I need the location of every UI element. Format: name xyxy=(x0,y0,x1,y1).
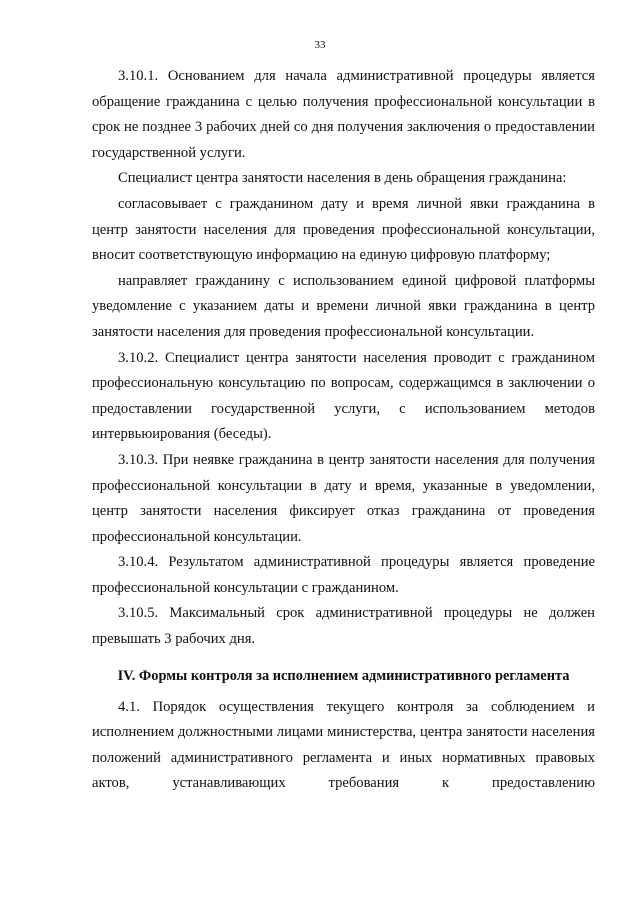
paragraph-send-notice: направляет гражданину с использованием единой цифровой платформы уведомление с указанием даты и времени личной явки гражданина в центр занятости населения для проведения профессиональной консультации. xyxy=(92,272,595,340)
paragraph-3-10-3: 3.10.3. При неявке гражданина в центр занятости населения для получения профессиональной консультации в дату и время, указанные в уведомлении, центр занятости населения фиксирует отказ гражданина от проведения профессиональной консультации. xyxy=(92,451,595,545)
paragraph-specialist-intro: Специалист центра занятости населения в день обращения гражданина: xyxy=(118,170,567,187)
paragraph-3-10-4: 3.10.4. Результатом административной процедуры является проведение профессиональной консультации с гражданином. xyxy=(92,554,595,596)
paragraph-3-10-5: 3.10.5. Максимальный срок административной процедуры не должен превышать 3 рабочих дня. xyxy=(92,605,595,648)
paragraph-agree-date: согласовывает с гражданином дату и время личной явки гражданина в центр занятости населения для проведения профессиональной консультации, вносит соответствующую информацию на единую цифровую платформу; xyxy=(92,195,595,264)
paragraph-3-10-1: 3.10.1. Основанием для начала административной процедуры является обращение гражданина с целью получения профессиональной консультации в срок не позднее 3 рабочих дней со дня получения заключения о предоставлении государственной услуги. xyxy=(92,68,595,161)
section-heading: IV. Формы контроля за исполнением административного регламента xyxy=(117,667,570,684)
document-body xyxy=(92,64,595,797)
paragraph-4-1: 4.1. Порядок осуществления текущего контроля за соблюдением и исполнением должностными лицами министерства, центра занятости населения положений административного регламента и иных нормативных правовых актов, устанавливающих требования к предоставлению xyxy=(92,698,595,792)
paragraph-3-10-2: 3.10.2. Специалист центра занятости населения проводит с гражданином профессиональную консультацию по вопросам, содержащимся в заключении о предоставлении государственной услуги, с использованием методов интервьюирования (беседы). xyxy=(92,349,595,443)
page-number: 33 xyxy=(314,39,326,51)
